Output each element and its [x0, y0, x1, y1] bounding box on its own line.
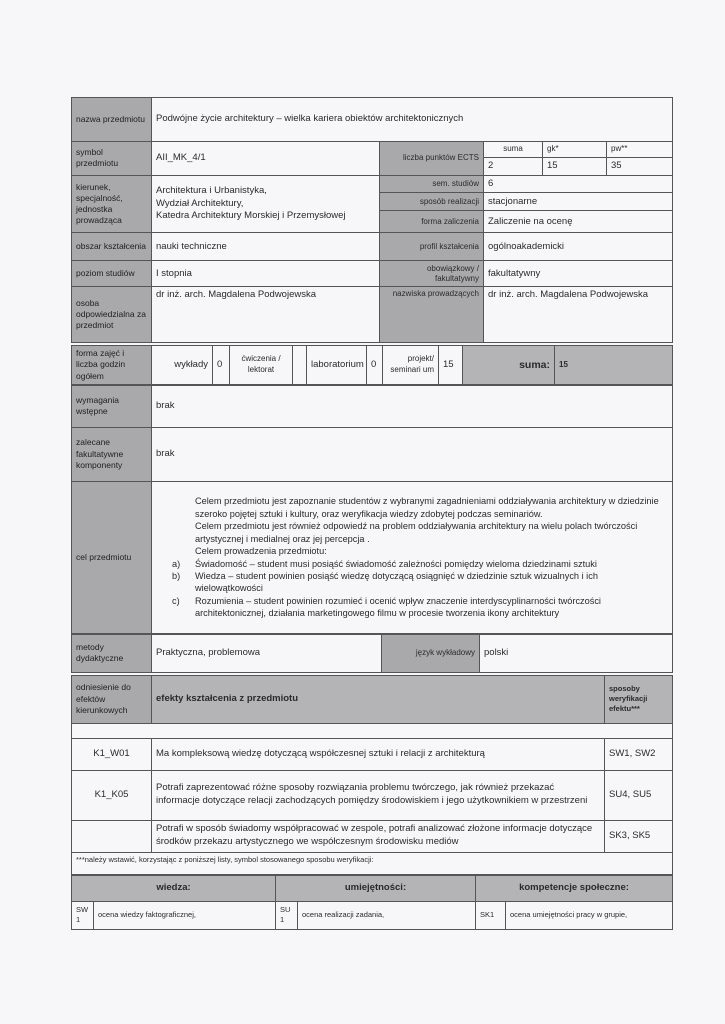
req-label: wymagania wstępne [72, 385, 152, 427]
profile-label: profil kształcenia [380, 233, 484, 261]
goal-mark: b) [172, 570, 181, 581]
goals-table [71, 385, 673, 634]
credit-value: Zaliczenie na ocenę [484, 211, 673, 233]
oblig-value: fakultatywny [484, 261, 673, 287]
goal-item-text: Świadomość – student musi posiąść świadomość zależności pomiędzy wieloma dziedzinami sztuki [195, 558, 597, 569]
level-value: I stopnia [152, 261, 380, 287]
unit-label: kierunek, specjalność, jednostka prowadząca [72, 175, 152, 233]
goal-mark: a) [172, 558, 181, 569]
methods-label: metody dydaktyczne [72, 634, 152, 672]
effect-verif: SK3, SK5 [605, 820, 673, 852]
field-value: nauki techniczne [152, 233, 380, 261]
ects-sum-value: 2 [484, 157, 543, 175]
goal-item [172, 558, 664, 570]
oblig-label: obowiązkowy / fakultatywny [380, 261, 484, 287]
cat-social: kompetencje społeczne: [476, 875, 673, 901]
effect-text: Ma kompleksową wiedzę dotyczącą współczesnej sztuki i relacji z architekturą [152, 738, 605, 770]
cat-skills: umiejętności: [276, 875, 476, 901]
effects-table [71, 675, 673, 875]
project-value: 15 [439, 346, 463, 384]
req-value: brak [152, 385, 673, 427]
course-name: Podwójne życie architektury – wielka kariera obiektów architektonicznych [152, 98, 673, 142]
legend-code: SK1 [476, 901, 506, 929]
effects-label: efekty kształcenia z przedmiotu [152, 675, 605, 723]
goal-mark: c) [172, 595, 180, 606]
goal-item [172, 595, 664, 620]
effect-code: K1_K05 [72, 770, 152, 820]
level-label: poziom studiów [72, 261, 152, 287]
rec-value: brak [152, 427, 673, 481]
lang-label: język wykładowy [382, 634, 480, 672]
sum-value: 15 [555, 346, 673, 384]
goal-item-text: Wiedza – student powinien posiąść wiedzę dotyczącą osiągnięć w dziedzinie sztuk wizualnych i ich wielowątkowości [195, 570, 598, 594]
legend-text: ocena umiejętności pracy w grupie, [506, 901, 673, 929]
legend-code: SW 1 [72, 901, 94, 929]
legend-text: ocena realizacji zadania, [298, 901, 476, 929]
profile-value: ogólnoakademicki [484, 233, 673, 261]
goal-item [172, 570, 664, 595]
ects-sum-head: suma [484, 142, 543, 158]
unit-line: Wydział Architektury, [156, 197, 244, 209]
ects-label: liczba punktów ECTS [380, 142, 484, 176]
project-label: projekt/ seminari um [383, 346, 439, 384]
unit-line: Architektura i Urbanistyka, [156, 184, 267, 196]
spacer [72, 723, 673, 738]
credit-label: forma zaliczenia [380, 211, 484, 233]
ects-gk-head: gk* [543, 142, 607, 158]
teachers-value: dr inż. arch. Magdalena Podwojewska [484, 287, 673, 343]
effect-code [72, 820, 152, 852]
legend-table [71, 875, 673, 930]
resp-label: osoba odpowiedzialna za przedmiot [72, 287, 152, 343]
goal-intro: Celem przedmiotu jest również odpowiedź na problem oddziaływania architektury na wielu polach twórczości artystycznej i medialnej oraz jej percepcja . [195, 521, 638, 544]
symbol-label: symbol przedmiotu [72, 142, 152, 176]
sum-label: suma: [463, 346, 555, 384]
ref-label: odniesienie do efektów kierunkowych [72, 675, 152, 723]
exercises-label: ćwiczenia / lektorat [230, 346, 293, 384]
methods-value: Praktyczna, problemowa [152, 634, 382, 672]
effect-text: Potrafi zaprezentować różne sposoby rozwiązania problemu twórczego, jak również przekazać informacje dotyczące relacji zachodzących pomiędzy środowiskiem i jego użytkownikiem w przestrzeni [152, 770, 605, 820]
lab-value: 0 [367, 346, 383, 384]
exercises-value [293, 346, 307, 384]
teachers-label: nazwiska prowadzących [380, 287, 484, 343]
effect-code: K1_W01 [72, 738, 152, 770]
sem-label: sem. studiów [380, 175, 484, 193]
name-label: nazwa przedmiotu [72, 98, 152, 142]
course-info-table [71, 97, 673, 343]
goal-intro: Celem prowadzenia przedmiotu: [195, 546, 327, 557]
course-symbol: AII_MK_4/1 [152, 142, 380, 176]
goal-intro: Celem przedmiotu jest zapoznanie studentów z wybranymi zagadnieniami oddziaływania architektury w dziedzinie szeroko pojętej sztuki i kultury, oraz weryfikacja wiedzy zdobytej podczas seminariów. [195, 496, 659, 519]
lang-value: polski [480, 634, 673, 672]
verif-note: ***należy wstawić, korzystając z poniższej listy, symbol stosowanego sposobu weryfikacji: [72, 852, 673, 874]
ects-pw-value: 35 [607, 157, 673, 175]
unit-line: Katedra Architektury Morskiej i Przemysłowej [156, 210, 346, 222]
unit-value [152, 175, 380, 233]
course-card [71, 97, 672, 930]
resp-value: dr inż. arch. Magdalena Podwojewska [152, 287, 380, 343]
ects-pw-head: pw** [607, 142, 673, 158]
goal-text [152, 481, 673, 633]
lecture-label: wykłady [152, 346, 213, 384]
legend-code: SU 1 [276, 901, 298, 929]
effect-verif: SW1, SW2 [605, 738, 673, 770]
effect-verif: SU4, SU5 [605, 770, 673, 820]
rec-label: zalecane fakultatywne komponenty [72, 427, 152, 481]
sem-value: 6 [484, 175, 673, 193]
methods-table [71, 634, 673, 673]
mode-value: stacjonarne [484, 193, 673, 211]
cat-knowledge: wiedza: [72, 875, 276, 901]
effect-text: Potrafi w sposób świadomy współpracować w zespole, potrafi analizować złożone informacje dotyczące środków przekazu artystycznego we współczesnym środowisku mediów [152, 820, 605, 852]
field-label: obszar kształcenia [72, 233, 152, 261]
lecture-value: 0 [213, 346, 230, 384]
verif-label: sposoby weryfikacji efektu*** [605, 675, 673, 723]
legend-text: ocena wiedzy faktograficznej, [94, 901, 276, 929]
hours-label: forma zajęć i liczba godzin ogółem [72, 346, 152, 384]
hours-table [71, 345, 673, 384]
mode-label: sposób realizacji [380, 193, 484, 211]
ects-gk-value: 15 [543, 157, 607, 175]
goal-item-text: Rozumienia – student powinien rozumieć i ocenić wpływ znaczenie interdyscyplinarności twórczości architektonicznej, działania marketingowego filmu w procesie tworzenia ikony architektury [195, 595, 601, 619]
goal-label: cel przedmiotu [72, 481, 152, 633]
lab-label: laboratorium [307, 346, 367, 384]
